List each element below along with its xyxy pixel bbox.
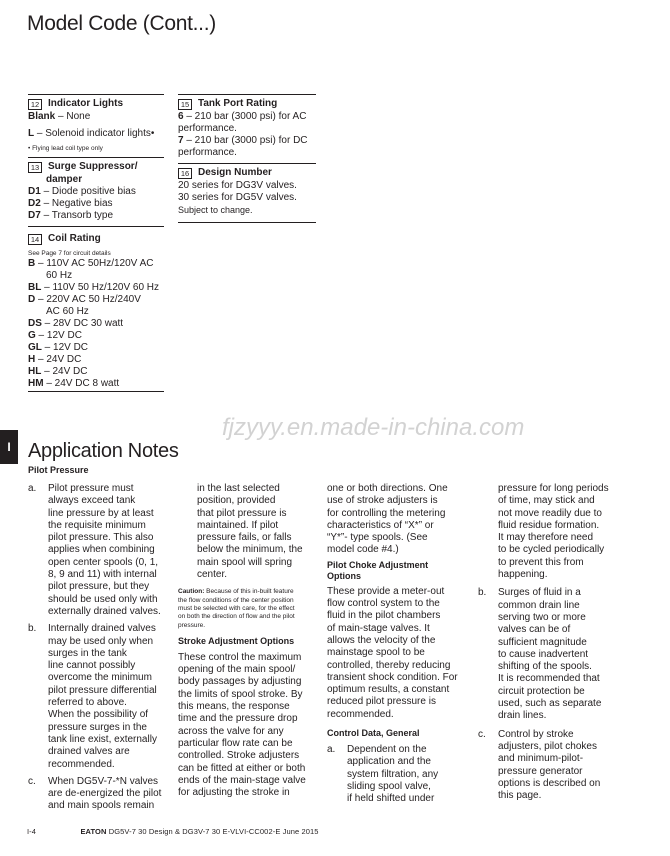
section-14 xyxy=(28,226,164,392)
code-key: H xyxy=(28,354,36,365)
text-line: not move readily due to xyxy=(498,507,602,519)
pilot-choke-text xyxy=(327,586,477,721)
code-desc-cont: AC 60 Hz xyxy=(46,306,89,317)
code-desc: – 24V DC xyxy=(41,366,88,377)
text-line: “Y*”- type spools. (See xyxy=(327,532,428,544)
text-line: line cannot possibly xyxy=(48,660,136,672)
code-key: HL xyxy=(28,366,42,377)
text-line: sliding spool valve, xyxy=(347,780,431,792)
text-line: transient shock condition. For xyxy=(327,671,458,683)
text-line: Internally drained valves xyxy=(48,623,156,635)
text-line: in the last selected xyxy=(197,483,280,494)
code-desc: – Transorb type xyxy=(40,210,114,221)
page-title: Model Code (Cont...) xyxy=(27,12,216,35)
code-desc: – 210 bar (3000 psi) for AC xyxy=(183,111,307,122)
control-item-c xyxy=(478,729,628,803)
section-13 xyxy=(28,157,164,226)
text-line: controlled, thereby reducing xyxy=(327,659,451,671)
text-line: pilot pressure differential xyxy=(48,684,157,696)
text-line: position, provided xyxy=(197,495,276,507)
text-line: may be used only when xyxy=(48,635,154,647)
section-number: 13 xyxy=(28,162,42,173)
code-key: GL xyxy=(28,342,42,353)
stroke-adjustment-text xyxy=(178,652,318,800)
text-line: shifting of the spools. xyxy=(498,661,592,673)
section-heading-cont: damper xyxy=(46,174,83,185)
item-c-continued xyxy=(178,483,318,581)
heading-line: Options xyxy=(327,570,361,581)
text-line: Control by stroke xyxy=(498,728,574,740)
tab-letter: I xyxy=(7,440,11,454)
text-line: use of stroke adjusters is xyxy=(327,495,438,507)
design-line: 30 series for DG5V valves. xyxy=(178,192,297,203)
code-key: DS xyxy=(28,318,42,329)
code-desc-cont: 60 Hz xyxy=(46,270,73,281)
text-line: It is recommended that xyxy=(498,673,600,685)
text-line: drained valves are xyxy=(48,746,130,758)
heading-line: Pilot Choke Adjustment xyxy=(327,559,429,570)
section-16 xyxy=(178,163,316,223)
design-line: 20 series for DG3V valves. xyxy=(178,180,297,191)
footnote: • Flying lead coil type only xyxy=(28,145,103,152)
page-footer xyxy=(27,827,319,836)
text-line: When DG5V-7-*N valves xyxy=(48,775,159,787)
text-line: for controlling the metering xyxy=(327,507,446,519)
text-line: options is described on xyxy=(498,777,601,789)
item-text xyxy=(498,729,600,803)
section-heading: Coil Rating xyxy=(48,233,101,244)
footnote: See Page 7 for circuit details xyxy=(28,250,111,257)
text-line: valves can be of xyxy=(498,624,571,636)
code-desc-cont: performance. xyxy=(178,123,237,134)
text-line: recommended. xyxy=(327,708,394,720)
text-line: characteristics of “X*” or xyxy=(327,519,434,531)
section-number: 15 xyxy=(178,99,192,110)
text-line: applies when combining xyxy=(48,544,155,556)
text-line: It may therefore need xyxy=(498,532,594,544)
text-line: center. xyxy=(197,569,228,581)
section-number: 16 xyxy=(178,168,192,179)
text-line: overcome the minimum xyxy=(48,672,152,684)
text-line: and minimum-pilot- xyxy=(498,753,584,765)
text-line: ends of the main-stage valve xyxy=(178,774,306,786)
text-line: main spool will spring xyxy=(197,556,293,568)
text-line: pressure. xyxy=(178,621,206,629)
item-label: a. xyxy=(28,483,37,494)
text-line: These provide a meter-out xyxy=(327,585,445,597)
text-line: Because of this in-built feature xyxy=(204,588,294,596)
text-line: pressure fails, or falls xyxy=(197,532,292,544)
text-line: must be selected with care, for the effect xyxy=(178,604,295,612)
pilot-pressure-heading: Pilot Pressure xyxy=(28,465,89,475)
text-line: surges in the tank xyxy=(48,647,127,659)
code-desc: – Negative bias xyxy=(40,198,113,209)
section-heading: Tank Port Rating xyxy=(198,98,278,109)
text-line: time and the pressure drop xyxy=(178,713,298,725)
text-line: that pilot pressure is xyxy=(197,507,287,519)
code-desc-cont: performance. xyxy=(178,147,237,158)
text-line: particular flow rate can be xyxy=(178,737,293,749)
text-line: across the valve for any xyxy=(178,725,284,737)
text-line: application and the xyxy=(347,756,431,768)
text-line: line pressure by at least xyxy=(48,507,154,519)
text-line: These control the maximum xyxy=(178,651,302,663)
text-line: should be used only with xyxy=(48,593,158,605)
control-item-a xyxy=(327,744,477,805)
code-key: L xyxy=(28,128,35,139)
code-desc: – 24V DC 8 watt xyxy=(43,378,120,389)
code-key: HM xyxy=(28,378,44,389)
text-line: circuit protection be xyxy=(498,685,585,697)
text-line: to cause inadvertent xyxy=(498,648,589,660)
item-label: a. xyxy=(327,744,336,756)
text-line: controlled. Stroke adjusters xyxy=(178,750,300,762)
code-desc: – Diode positive bias xyxy=(40,186,136,197)
stroke-adjustment-continued xyxy=(327,483,477,557)
code-key: 6 xyxy=(178,111,184,122)
section-number: 14 xyxy=(28,234,42,245)
text-line: the limits of spool stroke. By xyxy=(178,688,303,700)
note-item-b xyxy=(28,623,168,771)
text-line: pilot pressure. This also xyxy=(48,532,154,544)
text-line: reduced pilot pressure is xyxy=(327,696,436,708)
text-line: one or both directions. One xyxy=(327,483,448,494)
note-item-c xyxy=(28,776,168,813)
text-line: maintained. If pilot xyxy=(197,519,279,531)
text-line: fluid in the pilot chambers xyxy=(327,610,441,622)
item-text xyxy=(48,483,161,618)
text-line: tank line exist, externally xyxy=(48,733,157,745)
text-line: this means, the response xyxy=(178,701,290,713)
notes-column-3 xyxy=(327,483,477,806)
code-desc: – None xyxy=(55,111,91,122)
text-line: common drain line xyxy=(498,599,580,611)
item-label: c. xyxy=(28,775,36,787)
text-line: system filtration, any xyxy=(347,768,439,780)
item-label: c. xyxy=(478,728,486,740)
notes-column-2 xyxy=(178,483,318,799)
text-line: pressure generator xyxy=(498,765,583,777)
design-note: Subject to change. xyxy=(178,205,253,215)
code-key: B xyxy=(28,258,36,269)
item-text xyxy=(48,623,157,771)
text-line: to be cycled periodically xyxy=(498,544,605,556)
control-data-heading: Control Data, General xyxy=(327,728,420,739)
section-15 xyxy=(178,94,316,163)
item-text xyxy=(498,587,601,722)
text-line: 8, 9 and 11) with internal xyxy=(48,569,157,581)
control-item-a-continued xyxy=(478,483,628,581)
text-line: are de-energized the pilot xyxy=(48,788,162,800)
text-line: Dependent on the xyxy=(347,744,427,756)
text-line: Surges of fluid in a xyxy=(498,587,581,599)
code-key: G xyxy=(28,330,36,341)
text-line: open center spools (0, 1, xyxy=(48,556,159,568)
item-text xyxy=(347,744,438,805)
text-line: model code #4.) xyxy=(327,544,399,556)
footer-text: DG5V-7 30 Design & DG3V-7 30 E-VLVI-CC002-E June 2015 xyxy=(108,827,319,836)
text-line: optimum results, a constant xyxy=(327,684,450,696)
code-key: D2 xyxy=(28,198,41,209)
section-heading: Indicator Lights xyxy=(48,98,123,109)
item-text xyxy=(48,776,161,813)
text-line: referred to above. xyxy=(48,697,127,709)
item-label: b. xyxy=(478,587,487,599)
text-line: to prevent this from xyxy=(498,556,584,568)
caution-note xyxy=(178,588,318,629)
text-line: When the possibility of xyxy=(48,709,149,721)
text-line: adjusters, pilot chokes xyxy=(498,740,597,752)
text-line: always exceed tank xyxy=(48,495,136,507)
text-line: serving two or more xyxy=(498,611,586,623)
code-desc: – 110V 50 Hz/120V 60 Hz xyxy=(41,282,160,293)
text-line: mainstage spool to be xyxy=(327,647,425,659)
text-line: the requisite minimum xyxy=(48,519,146,531)
caution-label: Caution: xyxy=(178,588,205,596)
text-line: can be fitted at either or both xyxy=(178,762,306,774)
text-line: and main spools remain xyxy=(48,800,155,812)
text-line: pressure for long periods xyxy=(498,483,609,494)
code-key: D7 xyxy=(28,210,41,221)
text-line: for adjusting the stroke in xyxy=(178,787,290,799)
code-key: BL xyxy=(28,282,42,293)
section-heading: Design Number xyxy=(198,167,272,178)
text-line: of time, may stick and xyxy=(498,495,595,507)
text-line: allows the velocity of the xyxy=(327,634,436,646)
code-desc: – 220V AC 50 Hz/240V xyxy=(35,294,141,305)
code-desc: – Solenoid indicator lights• xyxy=(34,128,155,139)
text-line: the flow conditions of the center position xyxy=(178,596,294,604)
code-desc: – 28V DC 30 watt xyxy=(41,318,124,329)
right-model-code-column xyxy=(178,94,316,223)
code-desc: – 210 bar (3000 psi) for DC xyxy=(183,135,308,146)
note-item-a xyxy=(28,483,168,618)
watermark-text: fjzyyy.en.made-in-china.com xyxy=(222,414,525,441)
text-line: Pilot pressure must xyxy=(48,483,134,494)
code-desc: – 12V DC xyxy=(41,342,89,353)
notes-column-4 xyxy=(478,483,628,802)
text-line: if held shifted under xyxy=(347,793,435,805)
control-item-b xyxy=(478,587,628,722)
text-line: externally drained valves. xyxy=(48,605,161,617)
section-tab-marker xyxy=(0,430,18,464)
text-line: on both the direction of flow and the pilot xyxy=(178,613,295,621)
code-key: Blank xyxy=(28,111,56,122)
pilot-choke-heading xyxy=(327,560,477,582)
code-key: D xyxy=(28,294,36,305)
brand-name: EATON xyxy=(80,827,107,836)
text-line: pilot pressure, but they xyxy=(48,581,150,593)
text-line: recommended. xyxy=(48,758,115,770)
text-line: happening. xyxy=(498,569,548,581)
text-line: opening of the main spool/ xyxy=(178,664,296,676)
code-desc: – 12V DC xyxy=(35,330,82,341)
text-line: of main-stage valves. It xyxy=(327,622,430,634)
application-notes-title: Application Notes xyxy=(28,440,179,462)
text-line: body passages by adjusting xyxy=(178,676,302,688)
code-key: 7 xyxy=(178,135,184,146)
text-line: fluid residue formation. xyxy=(498,519,600,531)
stroke-adjustment-heading: Stroke Adjustment Options xyxy=(178,635,295,646)
text-line: used, such as separate xyxy=(498,698,602,710)
notes-column-1 xyxy=(28,465,168,813)
text-line: drain lines. xyxy=(498,710,547,722)
text-line: pressure surges in the xyxy=(48,721,147,733)
text-line: sufficient magnitude xyxy=(498,636,587,648)
code-desc: – 24V DC xyxy=(35,354,82,365)
item-label: b. xyxy=(28,623,37,635)
page-number: I-4 xyxy=(27,827,37,836)
code-desc: – 110V AC 50Hz/120V AC xyxy=(35,258,154,269)
section-12 xyxy=(28,94,164,157)
text-line: this page. xyxy=(498,790,542,802)
section-number: 12 xyxy=(28,99,42,110)
code-key: D1 xyxy=(28,186,41,197)
left-model-code-column xyxy=(28,94,164,392)
text-line: below the minimum, the xyxy=(197,544,303,556)
section-heading: Surge Suppressor/ xyxy=(48,161,138,172)
text-line: flow control system to the xyxy=(327,598,440,610)
